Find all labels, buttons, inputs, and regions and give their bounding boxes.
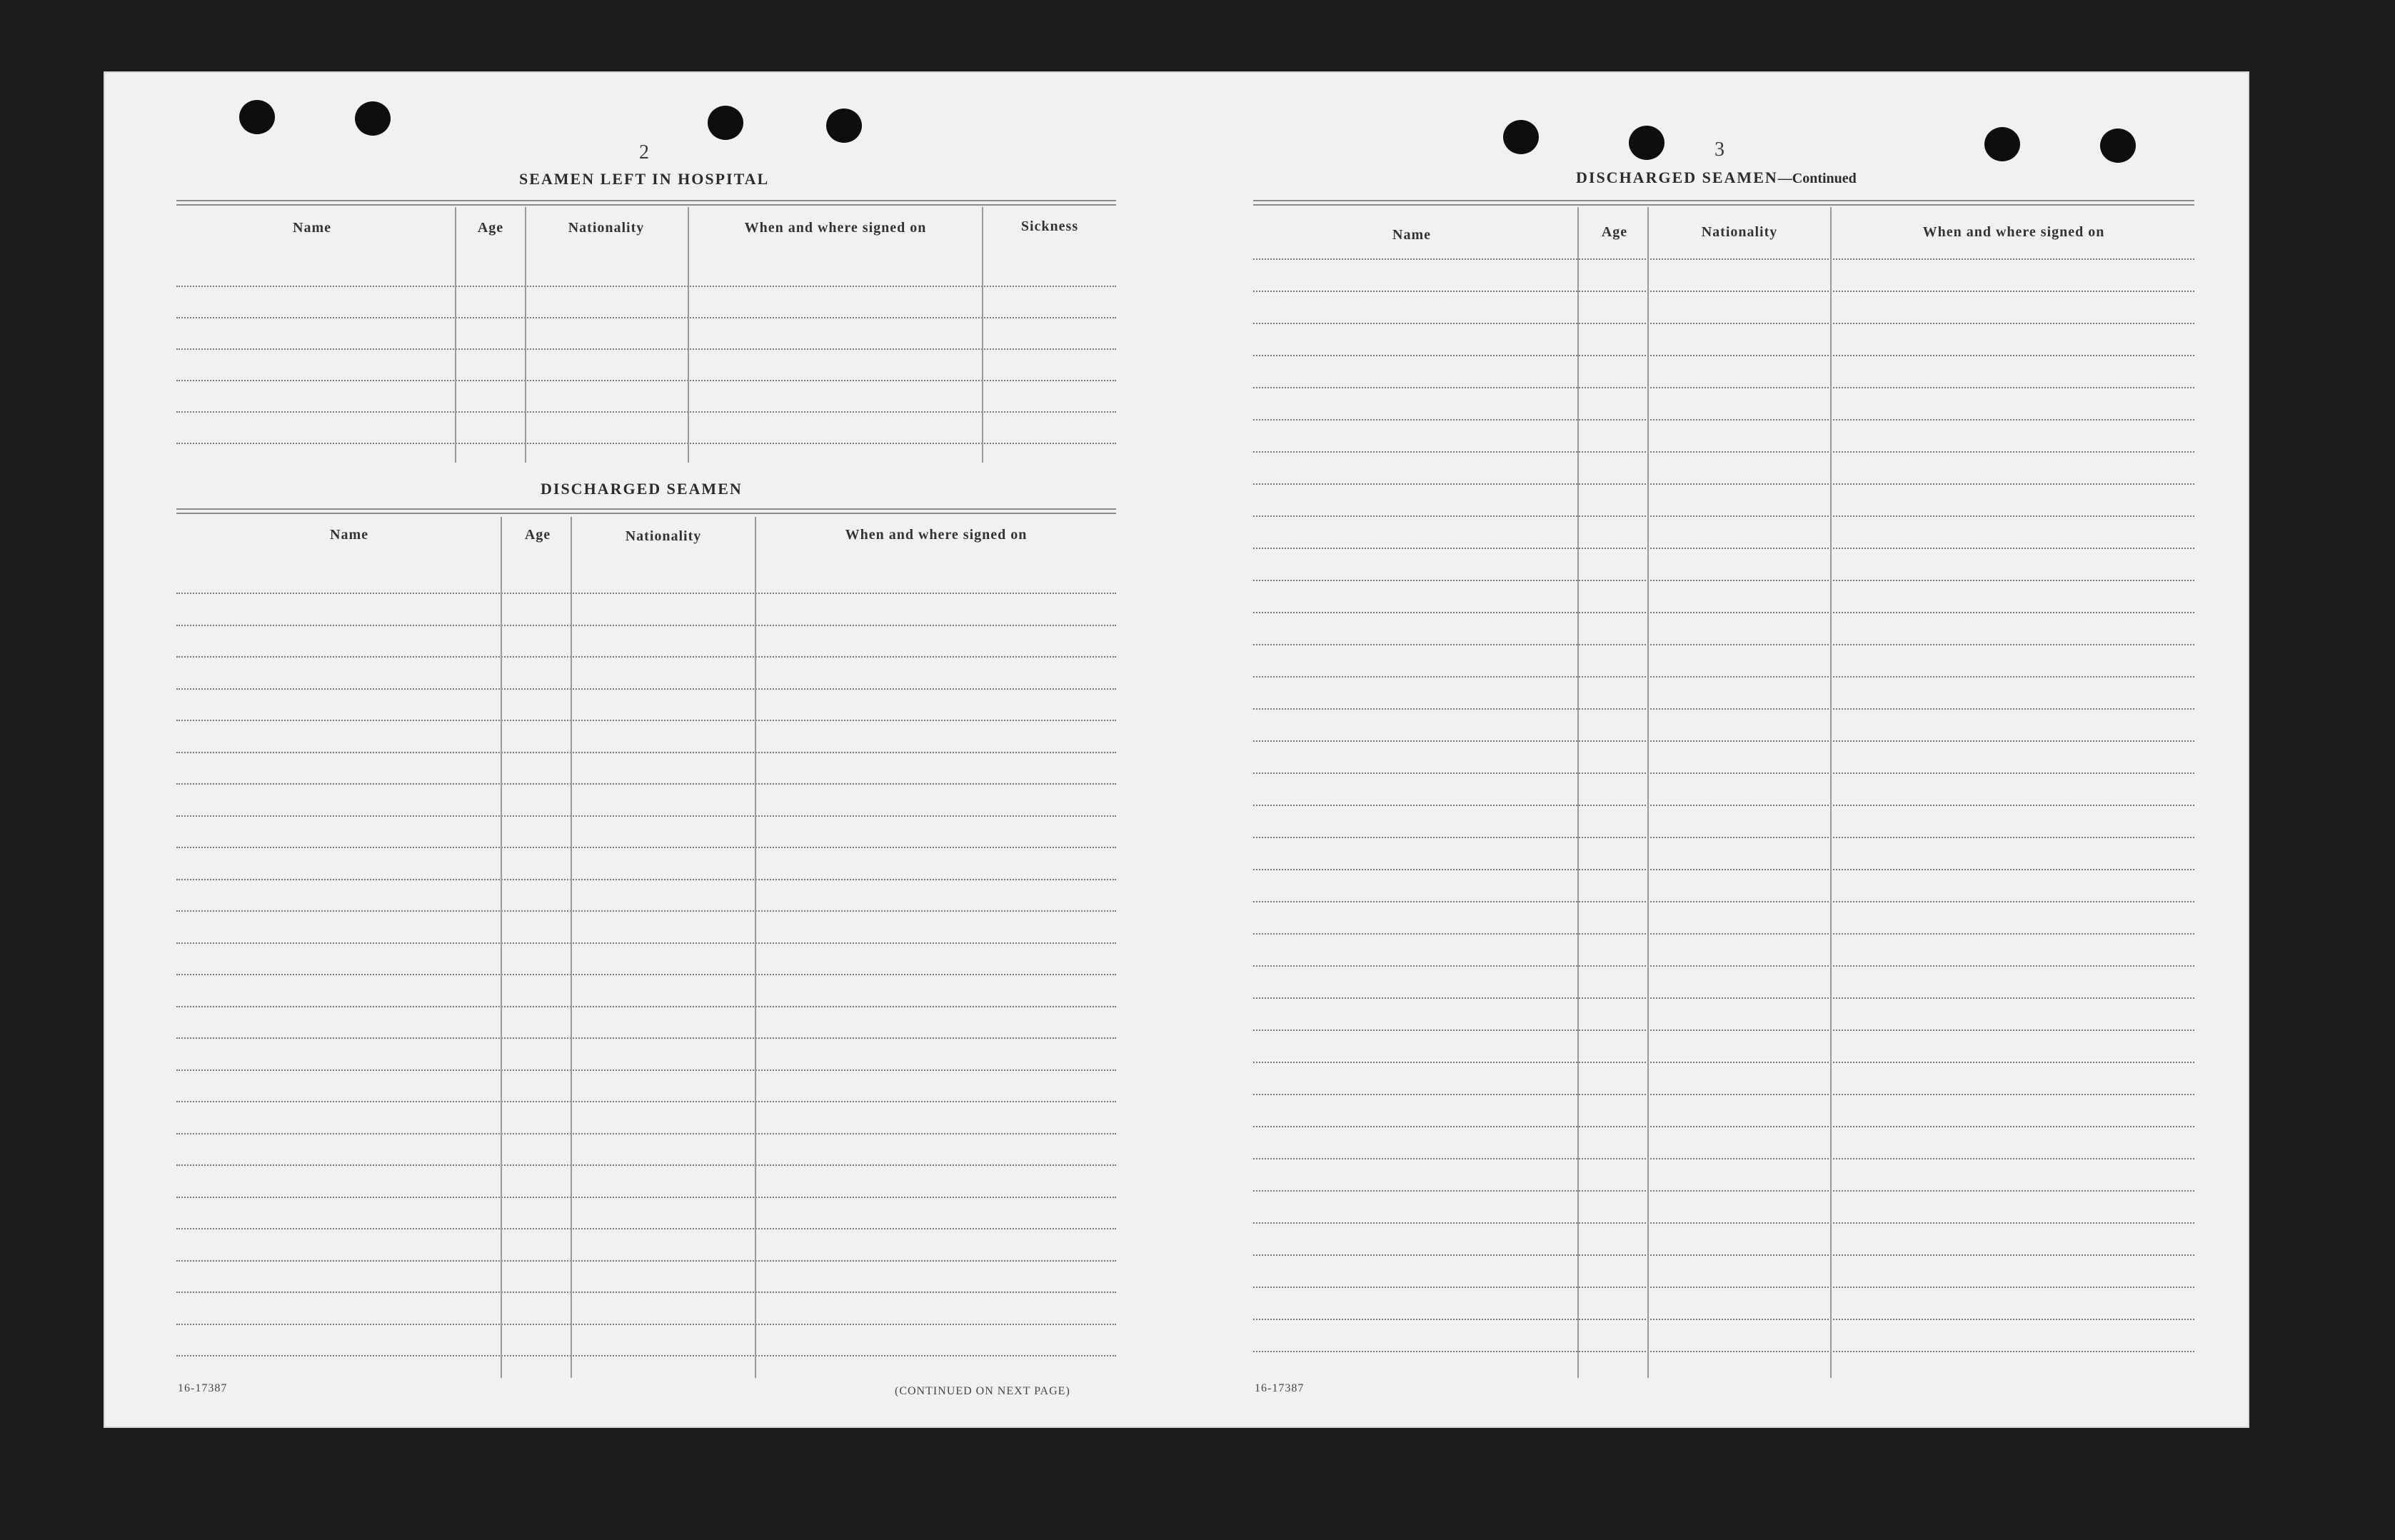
- discharged-section-title: DISCHARGED SEAMEN: [541, 480, 743, 498]
- ruled-line: [176, 1133, 1116, 1134]
- punch-hole: [355, 101, 391, 136]
- ruled-line: [176, 1101, 1116, 1102]
- ruled-line: [1253, 515, 2194, 517]
- right-title-main: DISCHARGED SEAMEN: [1576, 168, 1778, 186]
- ruled-line: [1253, 419, 2194, 421]
- ruled-line: [1253, 1158, 2194, 1159]
- divider: [176, 508, 1116, 514]
- column-divider: [525, 207, 526, 463]
- column-divider: [755, 517, 756, 1378]
- ruled-line: [176, 317, 1116, 318]
- right-col-signed-on: When and where signed on: [1922, 224, 2105, 240]
- hospital-col-age: Age: [477, 220, 504, 236]
- hospital-col-name: Name: [293, 220, 331, 236]
- ruled-line: [1253, 933, 2194, 935]
- ruled-line: [1253, 1351, 2194, 1352]
- ruled-line: [176, 1228, 1116, 1229]
- column-divider: [688, 207, 689, 463]
- ruled-line: [1253, 355, 2194, 356]
- ruled-line: [176, 1292, 1116, 1293]
- page-number: 3: [1714, 139, 1724, 161]
- ruled-line: [176, 656, 1116, 658]
- column-divider: [455, 207, 456, 463]
- divider: [1253, 200, 2194, 206]
- ruled-line: [1253, 1126, 2194, 1127]
- ruled-line: [1253, 1190, 2194, 1192]
- ruled-line: [176, 815, 1116, 817]
- ruled-line: [1253, 548, 2194, 549]
- punch-hole: [708, 106, 743, 140]
- right-section-title: [1576, 168, 1857, 187]
- column-divider: [1830, 207, 1832, 1378]
- ruled-line: [1253, 676, 2194, 678]
- ruled-line: [176, 1070, 1116, 1071]
- ruled-line: [176, 688, 1116, 690]
- ruled-line: [176, 411, 1116, 413]
- ruled-line: [1253, 708, 2194, 710]
- ruled-line: [1253, 291, 2194, 292]
- continued-note: (CONTINUED ON NEXT PAGE): [895, 1385, 1070, 1397]
- ruled-line: [1253, 1030, 2194, 1031]
- ruled-line: [1253, 258, 2194, 260]
- right-col-nationality: Nationality: [1701, 224, 1778, 240]
- ruled-line: [176, 720, 1116, 721]
- discharged-col-nationality: Nationality: [625, 528, 702, 544]
- ruled-line: [176, 942, 1116, 944]
- right-col-name: Name: [1392, 227, 1431, 243]
- ruled-line: [1253, 997, 2194, 999]
- discharged-col-name: Name: [330, 527, 368, 543]
- column-divider: [1647, 207, 1649, 1378]
- ruled-line: [176, 1324, 1116, 1325]
- ruled-line: [176, 593, 1116, 594]
- hospital-col-signed-on: When and where signed on: [744, 220, 927, 236]
- ruled-line: [1253, 1287, 2194, 1288]
- hospital-col-sickness: Sickness: [1020, 218, 1079, 234]
- ruled-line: [176, 847, 1116, 848]
- right-title-suffix: —Continued: [1777, 171, 1857, 186]
- ruled-line: [176, 286, 1116, 287]
- ruled-line: [1253, 387, 2194, 388]
- ruled-line: [176, 1037, 1116, 1039]
- discharged-col-signed-on: When and where signed on: [845, 527, 1028, 543]
- ruled-line: [176, 625, 1116, 626]
- column-divider: [501, 517, 502, 1378]
- form-number: 16-17387: [1255, 1382, 1305, 1394]
- punch-hole: [1629, 126, 1665, 160]
- page-number: 2: [639, 141, 649, 163]
- form-number: 16-17387: [178, 1382, 228, 1394]
- ruled-line: [1253, 1062, 2194, 1063]
- discharged-col-age: Age: [524, 527, 551, 543]
- punch-hole: [239, 100, 275, 134]
- ruled-line: [1253, 323, 2194, 324]
- right-col-age: Age: [1601, 224, 1628, 240]
- ruled-line: [176, 348, 1116, 350]
- ruled-line: [176, 783, 1116, 785]
- hospital-col-nationality: Nationality: [568, 220, 645, 236]
- ruled-line: [1253, 805, 2194, 806]
- ruled-line: [176, 1164, 1116, 1166]
- ruled-line: [1253, 1222, 2194, 1224]
- ruled-line: [1253, 580, 2194, 581]
- ruled-line: [176, 1260, 1116, 1262]
- ruled-line: [176, 443, 1116, 444]
- ledger-spread: [104, 71, 2249, 1428]
- ruled-line: [1253, 772, 2194, 774]
- ruled-line: [1253, 901, 2194, 902]
- ruled-line: [176, 879, 1116, 880]
- ruled-line: [176, 1197, 1116, 1198]
- ruled-line: [176, 910, 1116, 912]
- divider: [176, 200, 1116, 206]
- ruled-line: [1253, 612, 2194, 613]
- punch-hole: [1503, 120, 1539, 154]
- column-divider: [1577, 207, 1579, 1378]
- ruled-line: [176, 380, 1116, 381]
- ruled-line: [1253, 1319, 2194, 1320]
- ruled-line: [1253, 451, 2194, 453]
- ruled-line: [1253, 1094, 2194, 1095]
- ruled-line: [1253, 740, 2194, 742]
- column-divider: [982, 207, 983, 463]
- ruled-line: [176, 1355, 1116, 1357]
- punch-hole: [2100, 129, 2136, 163]
- ruled-line: [1253, 837, 2194, 838]
- ruled-line: [1253, 1254, 2194, 1256]
- ruled-line: [176, 752, 1116, 753]
- ruled-line: [176, 974, 1116, 975]
- ruled-line: [176, 1006, 1116, 1007]
- hospital-section-title: SEAMEN LEFT IN HOSPITAL: [519, 170, 770, 188]
- punch-hole: [826, 109, 862, 143]
- ruled-line: [1253, 483, 2194, 485]
- ruled-line: [1253, 644, 2194, 645]
- punch-hole: [1984, 127, 2020, 161]
- ruled-line: [1253, 965, 2194, 967]
- ruled-line: [1253, 869, 2194, 870]
- column-divider: [571, 517, 572, 1378]
